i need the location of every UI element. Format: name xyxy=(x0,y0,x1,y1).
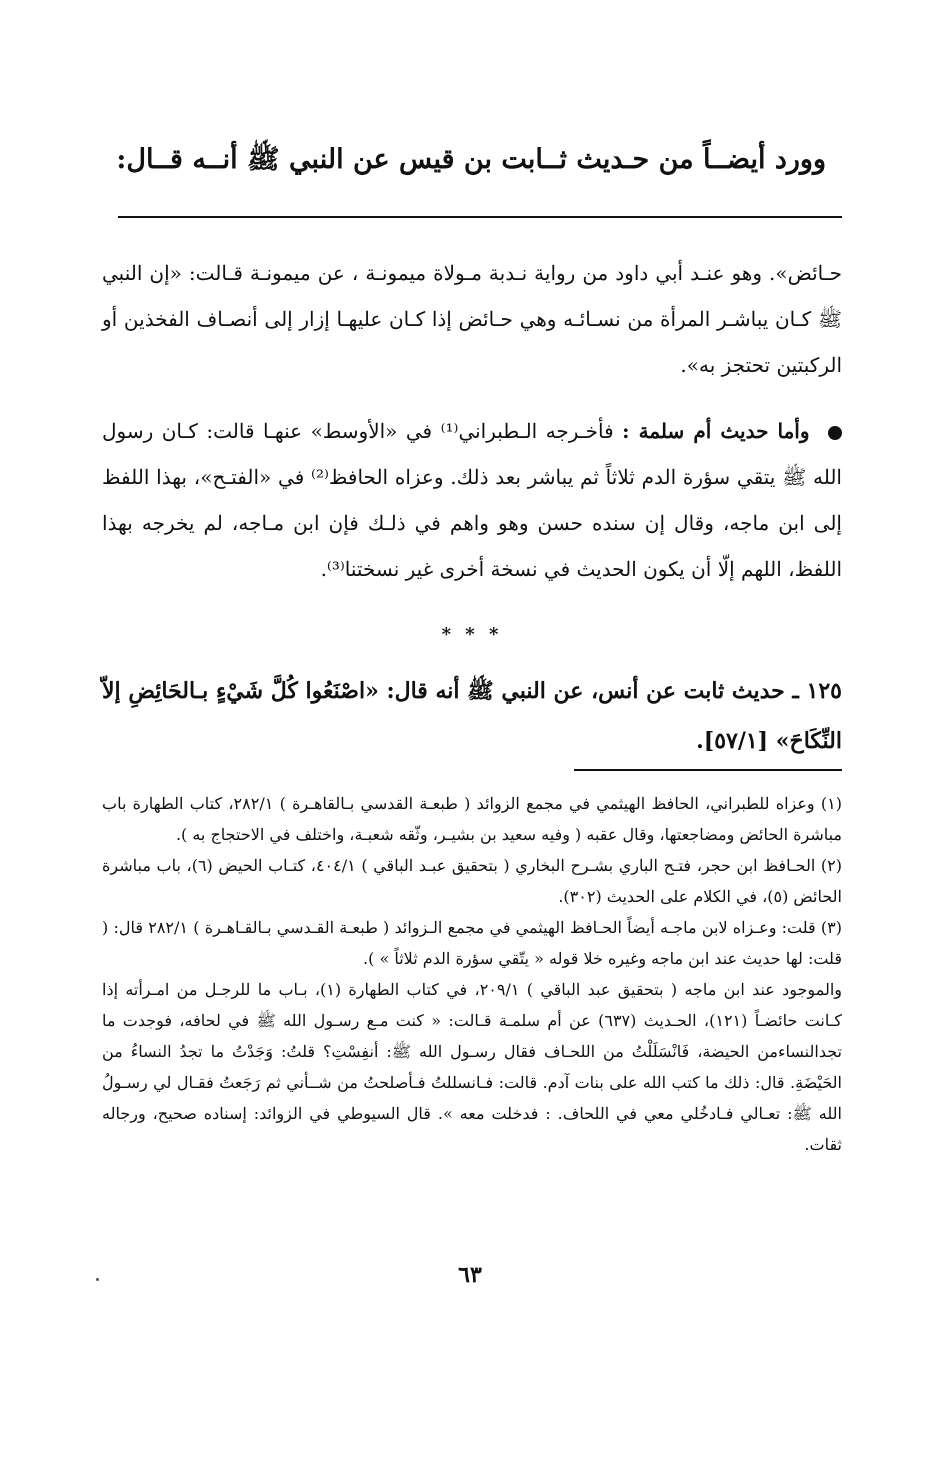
heading-divider xyxy=(118,216,842,218)
paragraph-2 xyxy=(102,408,842,592)
paragraph-2-lead: وأما حديث أم سلمة : xyxy=(622,419,810,443)
scan-speck xyxy=(96,1278,99,1281)
footnote-3: (٣) قلت: وعـزاه لابن ماجـه أيضاً الحـافظ الهيثمي في مجمع الـزوائد ( طبعـة القـدسي بـالقـاهـرة ) ٢٨٢/١ قال: ( قلت: لها حديث عند ابن ماجه وغيره خلا قوله « يتّقي سؤرة الدم ثلاثاً » ). xyxy=(102,918,843,968)
main-text xyxy=(102,250,842,766)
bullet-icon xyxy=(828,426,842,440)
page-number: ٦٣ xyxy=(458,1262,482,1288)
hadith-125: ١٢٥ ـ حديث ثابت عن أنس، عن النبي ﷺ أنه قال: «اصْنَعُوا كُلَّ شَيْءٍ بـالحَائِضِ إلاّ النِّكَاحَ» [٥٧/١]. xyxy=(102,678,842,754)
paragraph-1: حـائض». وهو عنـد أبي داود من رواية نـدبة مـولاة ميمونـة ، عن ميمونـة قـالت: «إن النبي ﷺ كـان يباشـر المرأة من نسـائـه وهي حـائض إذا كـان عليهـا إزار إلى أنصـاف الفخذين أو الركبتين تحتجز به». xyxy=(102,261,842,377)
footnotes xyxy=(102,788,842,1160)
section-separator: * * * xyxy=(441,624,503,645)
footnote-3-continuation: والموجود عند ابن ماجه ( بتحقيق عبد الباقي ) ٢٠٩/١، في كتاب الطهارة (١)، بـاب ما للرجـل من امـرأته إذا كـانت حائضـاً (١٢١)، الحـديث (٦٣٧) عن أم سلمـة قـالت: « كنت مـع رسـول الله ﷺ في لحافه، فوجدت ما تجدالنساءمن الحيضة، فَانْسَلَلْتُ من اللحـاف فقال رسـول الله ﷺ: أنفِسْتِ؟ قلتُ: وَجَدْتُ ما تجدُ النساءُ من الحَيْضَةِ. قال: ذلك ما كتب الله على بنات آدم. قالت: فـانسللتُ فـأصلحتُ من شــأني ثم رَجَعتُ فقـال لي رسـولُ الله ﷺ: تعـالي فـادخُلي معي في اللحاف. : فدخلت معه ». قال السيوطي في الزوائد: إسناده صحيح، ورجاله ثقات. xyxy=(102,980,843,1154)
paragraph-2-text: فأخـرجه الـطبراني⁽¹⁾ في «الأوسط» عنهـا قالت: كـان رسول الله ﷺ يتقي سؤرة الدم ثلاثاً ثم يباشر بعد ذلك. وعزاه الحافظ⁽²⁾ في «الفتـح»، بهذا اللفظ إلى ابن ماجه، وقال إن سنده حسن وهو واهم في ذلـك فإن ابن مـاجه، لم يخرجه بهذا اللفظ، اللهم إلّا أن يكون الحديث في نسخة أخرى غير نسختنا⁽³⁾. xyxy=(102,419,842,581)
page-heading: وورد أيضــاً من حـديث ثــابت بن قيس عن النبي ﷺ أنــه قــال: xyxy=(116,144,826,175)
footnote-1: (١) وعزاه للطبراني، الحافظ الهيثمي في مجمع الزوائد ( طبعـة القدسي بـالقاهـرة ) ٢٨٢/١، كتاب الطهارة باب مباشرة الحائض ومضاجعتها، وقال عقبه ( وفيه سعيد بن بشيـر، وثّقه شعبـة، واختلف في الاحتجاج به ). xyxy=(102,794,843,844)
footnote-2: (٢) الحـافظ ابن حجر، فتـح الباري بشـرح البخاري ( بتحقيق عبـد الباقي ) ٤٠٤/١، كتـاب الحيض (٦)، باب مباشرة الحائض (٥)، في الكلام على الحديث (٣٠٢). xyxy=(102,856,842,906)
footnote-divider xyxy=(574,769,842,771)
